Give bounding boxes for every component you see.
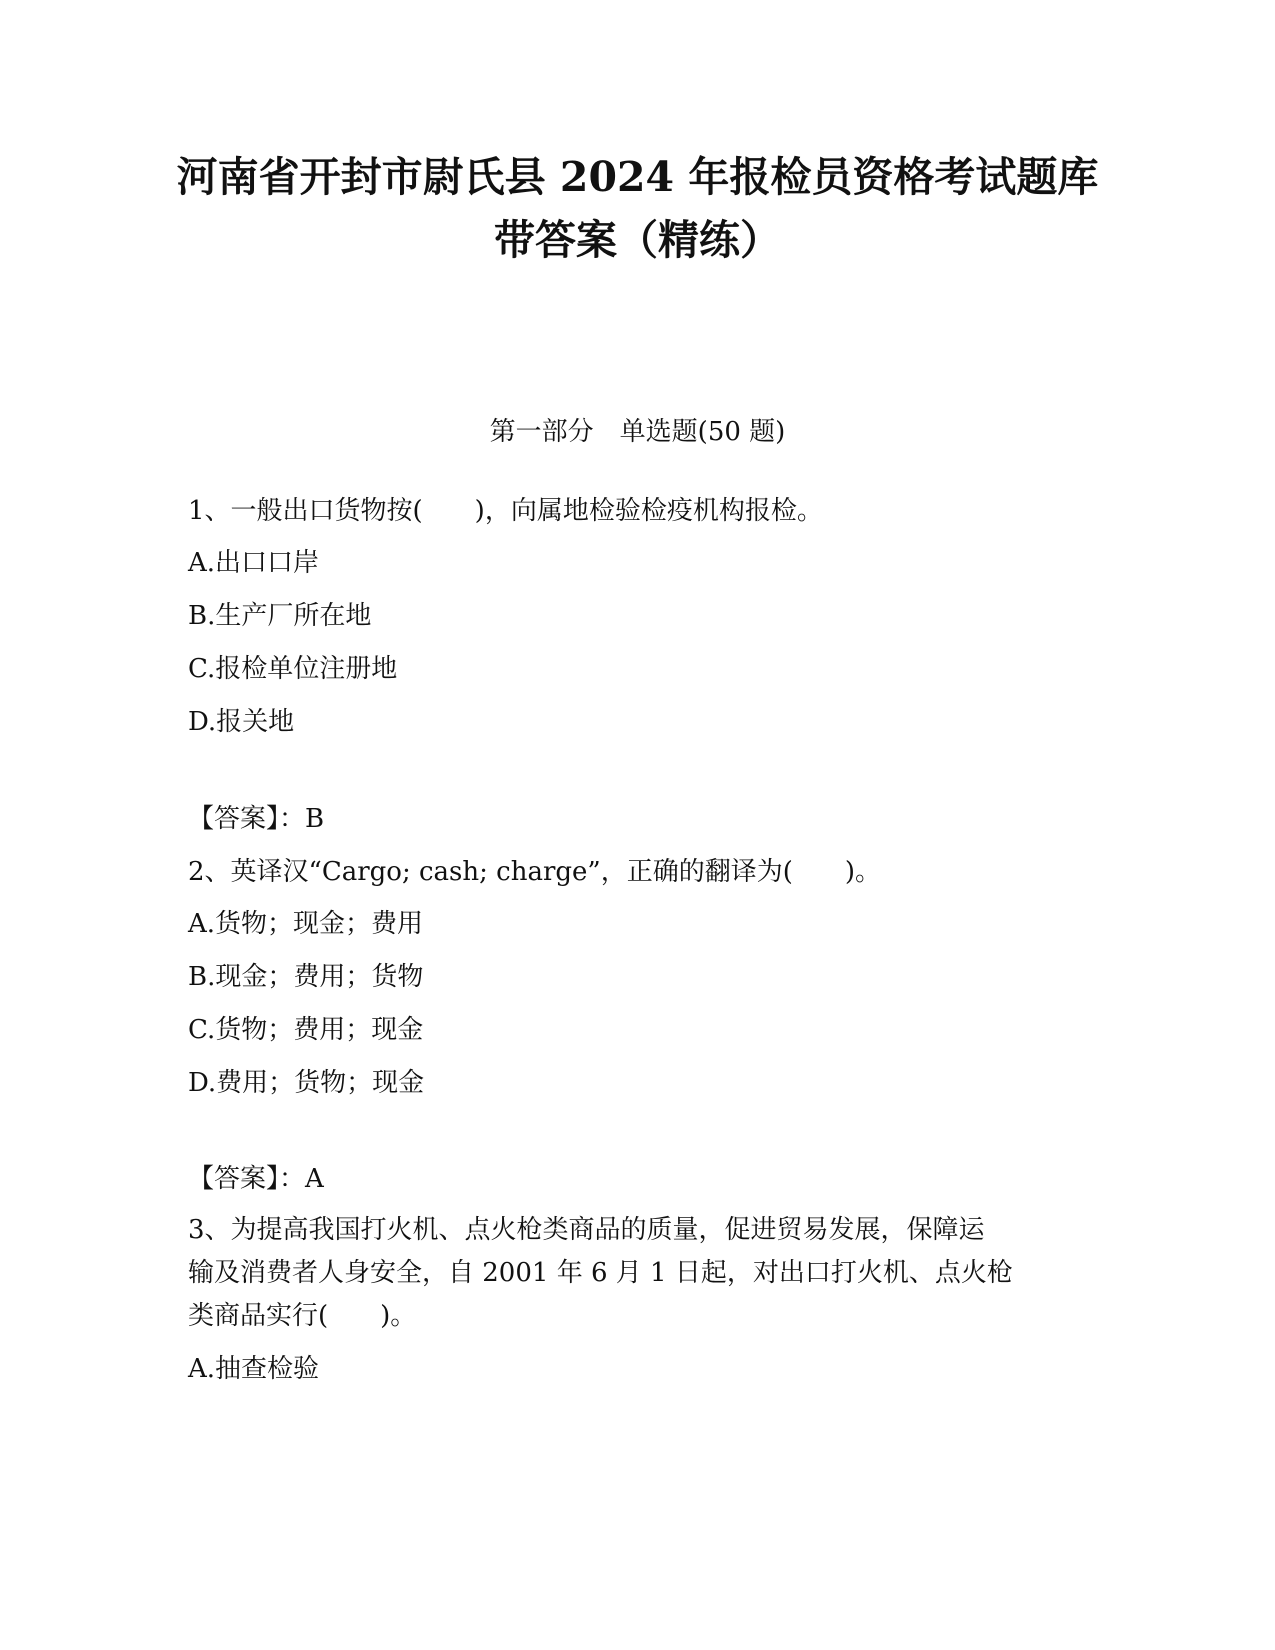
question-2-answer: 【答案】：A [188, 1164, 324, 1194]
question-3-stem-line-3: 类商品实行( )。 [188, 1301, 417, 1331]
document-title-line-1: 河南省开封市尉氏县 2024 年报检员资格考试题库 [176, 153, 1099, 201]
section-heading: 第一部分 单选题(50 题) [489, 417, 786, 447]
question-3-stem-line-1: 3、为提高我国打火机、点火枪类商品的质量，促进贸易发展，保障运 [188, 1215, 985, 1245]
question-2-option-d: D.费用；货物；现金 [188, 1068, 425, 1098]
question-2-option-b: B.现金；费用；货物 [188, 962, 424, 992]
question-2-option-a: A.货物；现金；费用 [188, 909, 424, 939]
question-1-option-d: D.报关地 [188, 707, 295, 737]
question-1-stem: 1、一般出口货物按( )，向属地检验检疫机构报检。 [188, 496, 823, 526]
question-1-option-c: C.报检单位注册地 [188, 654, 398, 684]
question-3-option-a: A.抽查检验 [188, 1354, 320, 1384]
question-1-option-b: B.生产厂所在地 [188, 601, 372, 631]
question-1-option-a: A.出口口岸 [188, 548, 320, 578]
question-1-answer: 【答案】：B [188, 804, 325, 834]
question-2-option-c: C.货物；费用；现金 [188, 1015, 424, 1045]
question-3-stem-line-2: 输及消费者人身安全，自 2001 年 6 月 1 日起，对出口打火机、点火枪 [188, 1258, 1013, 1288]
question-2-stem: 2、英译汉“Cargo; cash; charge”，正确的翻译为( )。 [188, 857, 881, 887]
document-title-line-2: 带答案（精练） [494, 216, 781, 264]
